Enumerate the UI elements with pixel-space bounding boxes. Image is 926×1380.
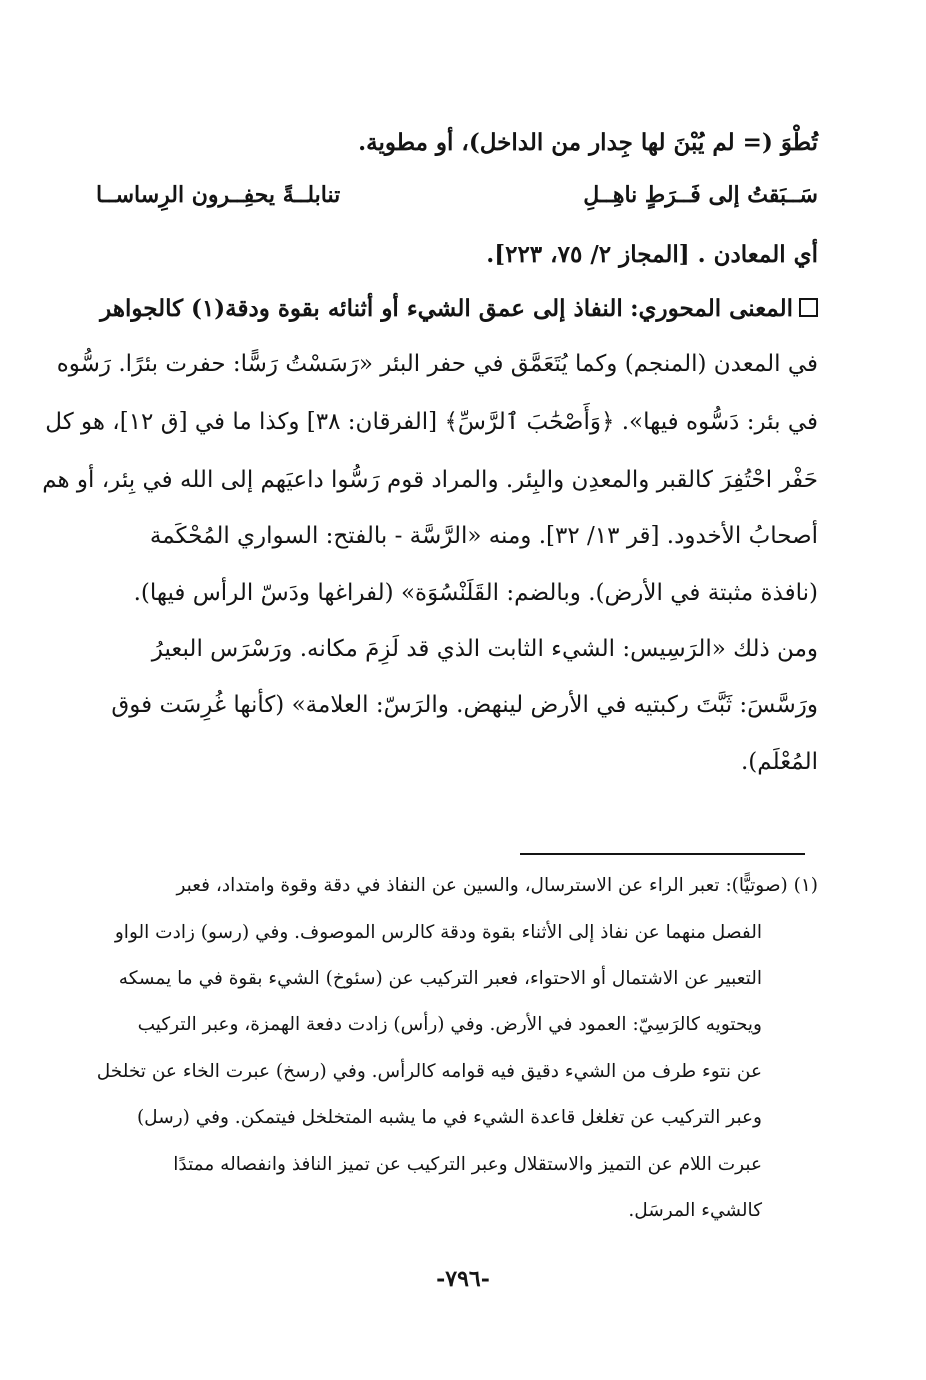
body-line-2: في المعدن (المنجم) وكما يُتَعَمَّق في حفر البئر «رَسَسْتُ رَسًّا: حفرت بئرًا. رَسُّوه — [56, 351, 818, 377]
core-meaning-label: المعنى المحوري: — [630, 295, 793, 322]
body-line-8: ورَسَّسَ: ثَبَّتَ ركبتيه في الأرض لينهض. والرَسّ: العلامة» (كأنها غُرِسَت فوق — [111, 692, 818, 718]
footnote-line-8: كالشيء المرسَل. — [628, 1200, 762, 1221]
poem-left-hemistich: تنابلــةً يحفِــرون الرِساســا — [96, 182, 341, 208]
footnote-line-5: عن نتوء طرف من الشيء دقيق فيه قوامه كالرأس. وفي (رسخ) عبرت الخاء عن تخلخل — [96, 1061, 762, 1082]
square-bullet-icon — [799, 298, 818, 317]
poem-verse — [96, 182, 818, 208]
footnote-line-7: عبرت اللام عن التميز والاستقلال وعبر التركيب عن تميز النافذ وانفصاله ممتدًا — [173, 1154, 762, 1175]
footnote-line-6: وعبر التركيب عن تغلغل قاعدة الشيء في ما يشبه المتخلخل فيتمكن. وفي (رسل) — [136, 1107, 762, 1128]
poem-right-hemistich: سَــبَقتُ إلى فَــرَطٍ ناهِــلِ — [583, 182, 818, 208]
body-line-4: حَفْر احْتُفِرَ كالقبر والمعدِن والبِئر. والمراد قوم رَسُّوا داعيَهم إلى الله في بِئر، أو هم — [42, 467, 818, 493]
footnote-line-1: (١) (صوتيًّا): تعبر الراء عن الاسترسال، والسين عن النفاذ في دقة وقوة وامتداد، فعبر — [176, 875, 818, 896]
footnote-line-3: التعبير عن الاشتمال أو الاحتواء، فعبر التركيب عن (سئوخ) الشيء بقوة في ما يمسكه — [118, 968, 762, 989]
body-line-9: المُعْلَم). — [741, 749, 818, 775]
footnote-line-2: الفصل منهما عن نفاذ إلى الأثناء بقوة ودقة كالرس الموصوف. وفي (رسو) زادت الواو — [114, 922, 762, 943]
body-line-7: ومن ذلك «الرَسِيس: الشيء الثابت الذي قد لَزِمَ مكانه. ورَسْرَس البعيرُ — [151, 636, 818, 662]
body-line-1 — [96, 294, 818, 325]
gloss-line: أي المعادن . [المجاز ٢/ ٧٥، ٢٢٣]. — [486, 241, 818, 268]
footnote-line-4: ويحتويه كالرَسِيّ: العمود في الأرض. وفي (رأس) زادت دفعة الهمزة، وعبر التركيب — [137, 1014, 762, 1035]
intro-line: تُطْوَ (= لم يُبْنَ لها جِدار من الداخل)، أو مطوية. — [358, 129, 818, 156]
footnote-separator — [520, 853, 805, 855]
body-line-5: أصحابُ الأخدود. [قر ١٣/ ٣٢]. ومنه «الرَّسَّة - بالفتح: السواري المُحْكَمة — [149, 523, 818, 549]
body-line-3: في بئر: دَسُّوه فيها». ﴿وَأَصْحَٰبَ ٱلرَّسِّ﴾ [الفرقان: ٣٨] وكذا ما في [ق ١٢]، هو كل — [45, 409, 818, 435]
page-number: -٧٩٦- — [436, 1266, 490, 1292]
body-line-6: (نافذة مثبتة في الأرض). وبالضم: القَلَنْسُوَة» (لفراغها ودَسّ الرأس فيها). — [133, 580, 818, 606]
body-line-1-text: النفاذ إلى عمق الشيء أو أثنائه بقوة ودقة(١) كالجواهر — [100, 295, 623, 322]
